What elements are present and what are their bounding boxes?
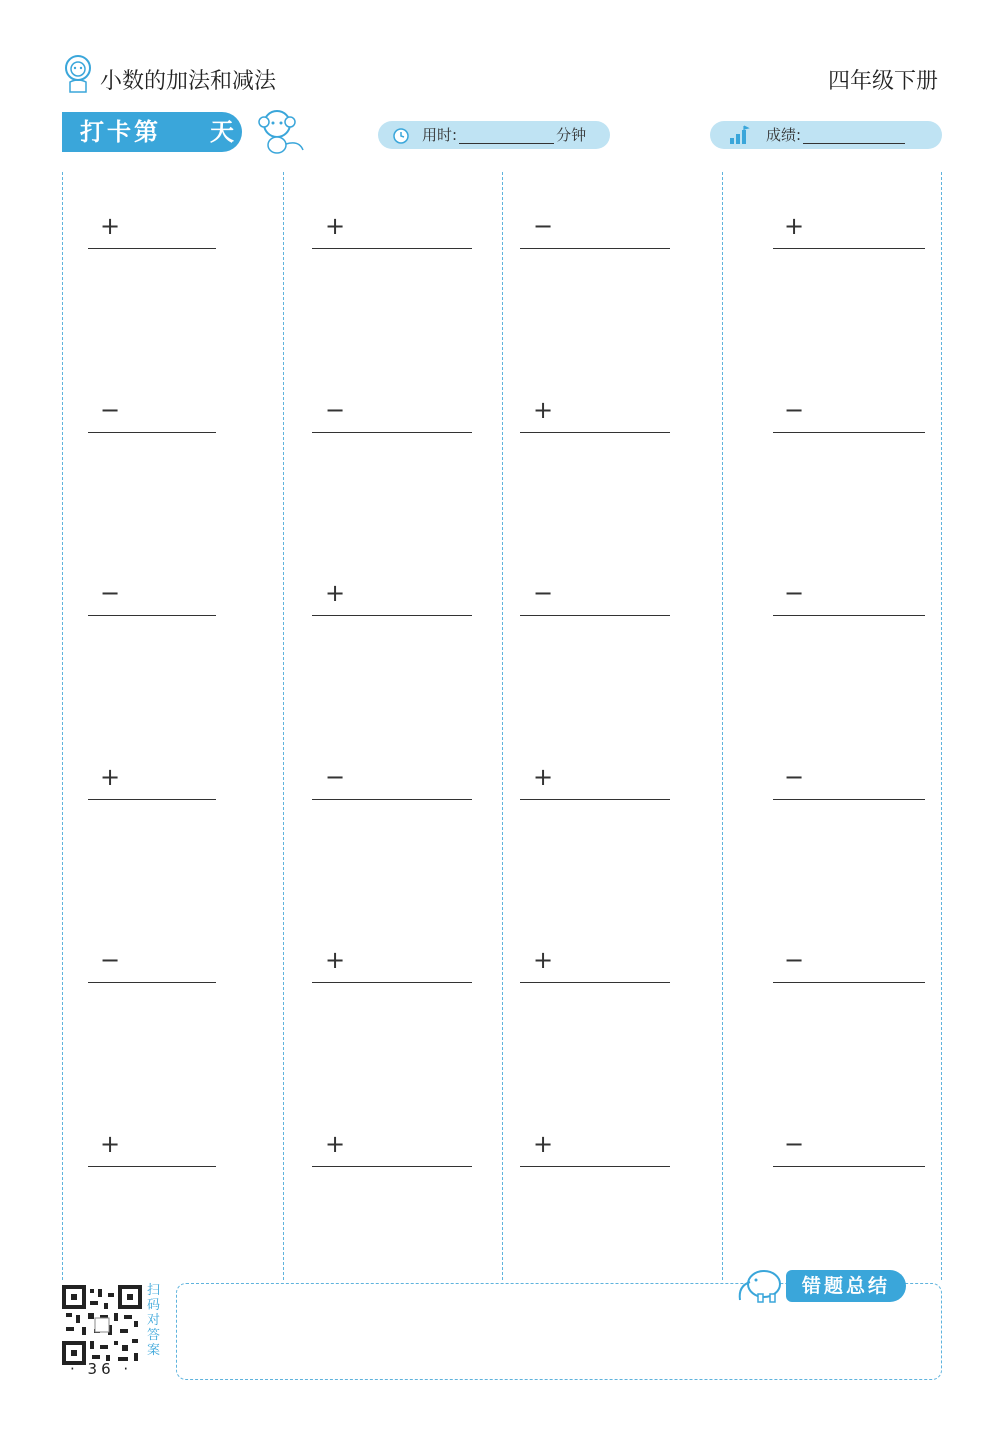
sum-line xyxy=(773,1166,925,1167)
sum-line xyxy=(520,432,670,433)
sum-line xyxy=(88,432,216,433)
page-number: · 36 · xyxy=(70,1360,133,1378)
punch-day-label: 天 xyxy=(210,118,237,146)
page-title: 小数的加法和减法 xyxy=(100,69,277,94)
operator-sign: − xyxy=(533,579,554,607)
operator-sign: − xyxy=(100,579,121,607)
operator-sign: + xyxy=(100,212,121,240)
operator-sign: − xyxy=(533,212,554,240)
sum-line xyxy=(312,615,472,616)
operator-sign: − xyxy=(784,946,805,974)
time-field xyxy=(378,121,610,149)
time-blank[interactable] xyxy=(459,127,554,144)
monkey-mascot-icon xyxy=(255,106,309,156)
operator-sign: − xyxy=(784,763,805,791)
score-field xyxy=(710,121,942,149)
operator-sign: + xyxy=(533,1130,554,1158)
sum-line xyxy=(88,1166,216,1167)
punch-label: 打卡第 xyxy=(80,118,161,146)
column-divider xyxy=(941,172,942,1280)
sum-line xyxy=(520,248,670,249)
column-divider xyxy=(283,172,284,1280)
operator-sign: − xyxy=(325,396,346,424)
operator-sign: + xyxy=(325,946,346,974)
operator-sign: + xyxy=(100,763,121,791)
operator-sign: + xyxy=(100,1130,121,1158)
elephant-mascot-icon xyxy=(732,1262,786,1304)
sum-line xyxy=(520,615,670,616)
sum-line xyxy=(520,982,670,983)
bar-chart-icon xyxy=(728,124,750,146)
sum-line xyxy=(88,799,216,800)
operator-sign: + xyxy=(784,212,805,240)
operator-sign: − xyxy=(100,946,121,974)
operator-sign: − xyxy=(784,1130,805,1158)
sum-line xyxy=(88,615,216,616)
grade-label: 四年级下册 xyxy=(827,69,938,94)
sum-line xyxy=(773,982,925,983)
punch-card-banner xyxy=(62,112,242,152)
operator-sign: + xyxy=(533,396,554,424)
sum-line xyxy=(773,432,925,433)
score-blank[interactable] xyxy=(803,127,905,144)
clock-icon xyxy=(392,126,410,144)
operator-sign: + xyxy=(533,763,554,791)
column-divider xyxy=(722,172,723,1280)
sum-line xyxy=(312,248,472,249)
sum-line xyxy=(773,799,925,800)
qr-code-icon[interactable] xyxy=(62,1285,142,1365)
operator-sign: − xyxy=(784,579,805,607)
operator-sign: + xyxy=(533,946,554,974)
operator-sign: + xyxy=(325,1130,346,1158)
operator-sign: + xyxy=(325,212,346,240)
sum-line xyxy=(312,982,472,983)
sum-line xyxy=(88,248,216,249)
column-divider xyxy=(502,172,503,1280)
sum-line xyxy=(312,432,472,433)
sum-line xyxy=(312,799,472,800)
column-divider xyxy=(62,172,63,1280)
qr-label: 扫码对答案 xyxy=(147,1283,161,1358)
sum-line xyxy=(88,982,216,983)
operator-sign: − xyxy=(325,763,346,791)
score-label: 成绩: xyxy=(766,126,802,144)
time-label: 用时: xyxy=(422,126,458,144)
time-unit: 分钟 xyxy=(556,126,587,144)
sum-line xyxy=(312,1166,472,1167)
sum-line xyxy=(773,248,925,249)
operator-sign: + xyxy=(325,579,346,607)
mistake-summary-label: 错题总结 xyxy=(786,1270,906,1302)
sum-line xyxy=(520,799,670,800)
sum-line xyxy=(773,615,925,616)
operator-sign: − xyxy=(784,396,805,424)
operator-sign: − xyxy=(100,396,121,424)
lion-mascot-icon xyxy=(62,54,94,94)
sum-line xyxy=(520,1166,670,1167)
